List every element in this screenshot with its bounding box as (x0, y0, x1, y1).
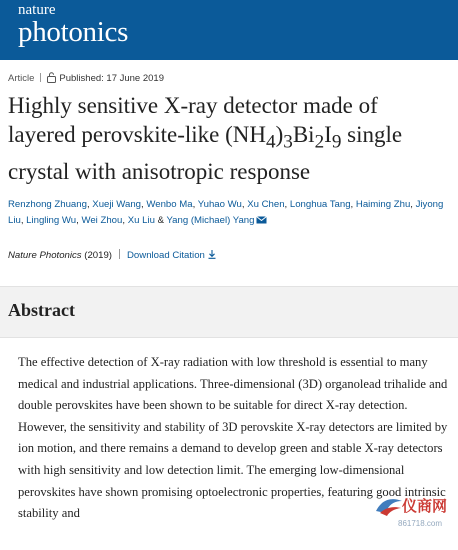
article-meta (8, 72, 164, 86)
abstract-text: The effective detection of X-ray radiation with low threshold is essential to many medical and industrial applications. Three-dimensional (3D) organolead trihalide and double perovskites have been shown to be suitable for direct X-ray detection. However, the sensitivity and stability of 3D perovskite X-ray detectors are limited by ion motion, and there remains a demand to develop green and stable X-ray detectors with high sensitivity and low detection limit. The emerging low-dimensional perovskites have shown promising optoelectronic properties, featuring good intrinsic stability and (18, 355, 448, 521)
logo-line-2: photonics (18, 16, 129, 48)
abstract-heading: Abstract (8, 300, 75, 320)
published-date: Published: 17 June 2019 (59, 73, 164, 84)
author-separator: , (192, 199, 198, 210)
author-separator: , (122, 215, 128, 226)
author-link[interactable]: Lingling Wu (26, 215, 77, 226)
author-link[interactable]: Wenbo Ma (146, 199, 193, 210)
author-separator: , (20, 215, 27, 226)
divider (40, 73, 41, 82)
divider (119, 249, 120, 259)
author-link[interactable]: Longhua Tang (289, 199, 351, 210)
abstract-header (0, 286, 458, 338)
author-link[interactable]: Xu Liu (127, 215, 155, 226)
watermark-text: 仪商网 (402, 497, 448, 515)
author-separator: & (154, 215, 167, 226)
journal-citation (8, 249, 216, 262)
journal-header (0, 0, 458, 60)
journal-name: Nature Photonics (8, 250, 82, 261)
author-separator: , (76, 215, 82, 226)
article-title: Highly sensitive X-ray detector made of layered perovskite-like $(NH_4)_3Bi_2I_9$ single crystal with anisotropic response (8, 93, 403, 184)
bird-logo-icon (374, 495, 404, 517)
author-link[interactable]: Jiyong Liu (8, 199, 444, 226)
envelope-icon[interactable] (256, 214, 267, 230)
watermark-url: 861718.com (398, 519, 443, 528)
download-icon (208, 250, 216, 262)
author-separator: , (141, 199, 147, 210)
author-separator: , (284, 199, 290, 210)
logo-line-1: nature (18, 2, 56, 18)
author-separator: , (350, 199, 356, 210)
author-link[interactable]: Xu Chen (247, 199, 285, 210)
journal-year: (2019) (81, 250, 112, 261)
author-list (8, 197, 454, 230)
author-link[interactable]: Renzhong Zhuang (8, 199, 87, 210)
author-link[interactable]: Yuhao Wu (197, 199, 242, 210)
author-separator: , (86, 199, 93, 210)
author-link[interactable]: Xueji Wang (92, 199, 142, 210)
watermark-logo (374, 493, 456, 539)
author-link[interactable]: Wei Zhou (81, 215, 123, 226)
author-link[interactable]: Yang (Michael) Yang (166, 215, 255, 226)
article-type: Article (8, 73, 35, 84)
open-lock-icon (47, 72, 56, 86)
journal-logo[interactable] (18, 3, 128, 47)
download-citation-link[interactable]: Download Citation (127, 250, 216, 261)
author-separator: , (241, 199, 248, 210)
author-link[interactable]: Haiming Zhu (355, 199, 411, 210)
author-separator: , (410, 199, 416, 210)
